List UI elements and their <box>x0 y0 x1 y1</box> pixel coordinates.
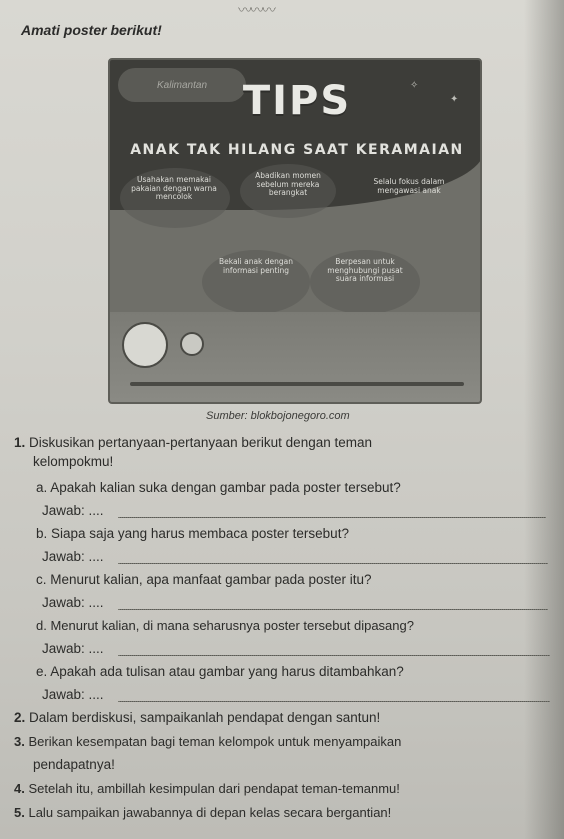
question-text-cont: kelompokmu! <box>33 454 114 469</box>
instruction-4: 4. Setelah itu, ambillah kesimpulan dari pendapat teman-temanmu! <box>14 781 400 796</box>
poster-tip-1: Usahakan memakai pakaian dengan warna mencolok <box>131 175 217 201</box>
poster-path <box>130 382 464 386</box>
answer-label-c: Jawab: .... <box>42 595 104 610</box>
intro-instruction: Amati poster berikut! <box>21 22 162 38</box>
sub-question-d: d. Menurut kalian, di mana seharusnya poster tersebut dipasang? <box>36 618 414 633</box>
answer-line-c[interactable] <box>118 609 548 610</box>
star-icon: ✦ <box>450 94 459 105</box>
poster-tip-5: Berpesan untuk menghubungi pusat suara informasi <box>327 257 403 283</box>
poster-tip-4: Bekali anak dengan informasi penting <box>218 257 294 275</box>
poster-title: TIPS <box>242 78 352 124</box>
star-icon: ✧ <box>410 80 419 91</box>
poster-tip-2: Abadikan momen sebelum mereka berangkat <box>255 171 321 197</box>
instruction-5: 5. Lalu sampaikan jawabannya di depan kelas secara bergantian! <box>14 805 392 820</box>
poster-tip-3: Selalu fokus dalam mengawasi anak <box>373 177 445 195</box>
mascot-figure <box>122 322 168 368</box>
image-source: Sumber: blokbojonegoro.com <box>206 410 350 422</box>
question-number: 1. <box>14 435 26 450</box>
instruction-3: 3. Berikan kesempatan bagi teman kelompok untuk menyampaikan <box>14 734 402 749</box>
answer-line-d[interactable] <box>118 655 550 656</box>
poster-subtitle: ANAK TAK HILANG SAAT KERAMAIAN <box>130 142 464 158</box>
answer-line-e[interactable] <box>118 701 550 702</box>
sub-question-c: c. Menurut kalian, apa manfaat gambar pada poster itu? <box>36 572 372 587</box>
handwritten-scribble: 〰〰〰 <box>238 2 274 18</box>
poster-banner: Kalimantan <box>118 68 246 102</box>
answer-label-b: Jawab: .... <box>42 549 104 564</box>
answer-line-b[interactable] <box>118 563 548 564</box>
page-shadow <box>524 0 564 839</box>
question-1 <box>14 434 372 452</box>
instruction-2: 2. Dalam berdiskusi, sampaikanlah pendapat dengan santun! <box>14 710 381 725</box>
answer-line-a[interactable] <box>118 517 546 518</box>
answer-label-e: Jawab: .... <box>42 687 104 702</box>
mascot-figure <box>180 332 204 356</box>
sub-question-a: a. Apakah kalian suka dengan gambar pada poster tersebut? <box>36 480 401 495</box>
sub-question-b: b. Siapa saja yang harus membaca poster tersebut? <box>36 526 349 541</box>
answer-label-d: Jawab: .... <box>42 641 104 656</box>
poster-ground <box>110 312 482 402</box>
answer-label-a: Jawab: .... <box>42 503 104 518</box>
sub-question-e: e. Apakah ada tulisan atau gambar yang harus ditambahkan? <box>36 664 404 679</box>
instruction-3-cont: pendapatnya! <box>33 757 115 772</box>
question-text: Diskusikan pertanyaan-pertanyaan berikut dengan teman <box>29 435 372 450</box>
poster-image <box>108 58 482 404</box>
